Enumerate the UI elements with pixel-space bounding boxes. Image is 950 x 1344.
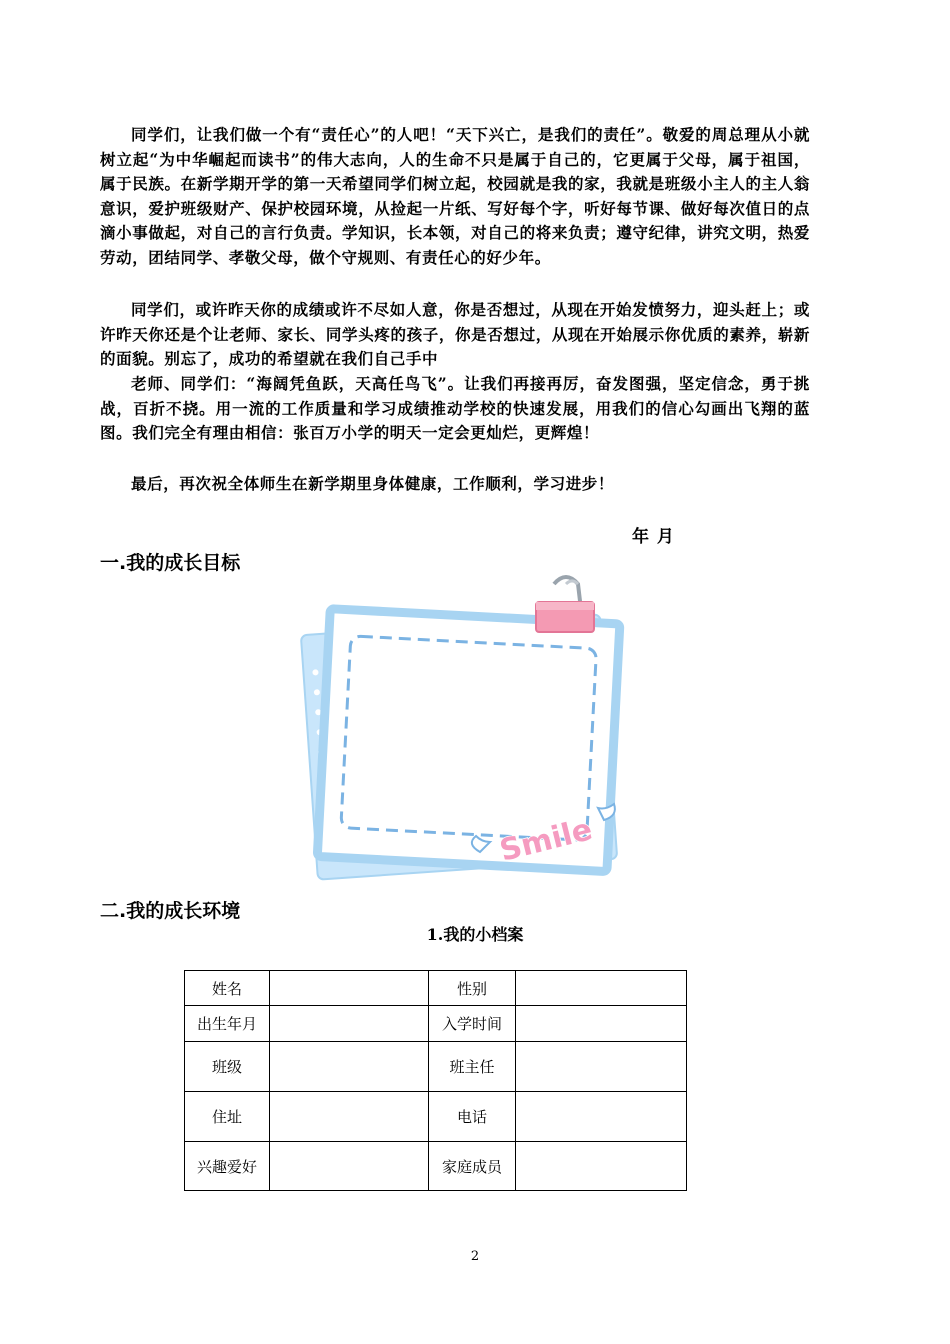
table-label-cell: 班级: [185, 1042, 270, 1092]
table-input-cell[interactable]: [516, 1142, 687, 1191]
table-label-cell: 班主任: [429, 1042, 516, 1092]
table-row: [185, 1006, 687, 1042]
table-input-cell[interactable]: [270, 971, 429, 1006]
table-label-cell: 入学时间: [429, 1006, 516, 1042]
table-label-cell: 家庭成员: [429, 1142, 516, 1191]
paragraph-encouragement: 老师、同学们：“海阔凭鱼跃，天高任鸟飞”。让我们再接再厉，奋发图强，坚定信念，勇于挑战，百折不挠。用一流的工作质量和学习成绩推动学校的快速发展，用我们的信心勾画出飞翔的蓝图。我们完全有理由相信：张百万小学的明天一定会更灿烂，更辉煌！: [100, 374, 810, 442]
personal-profile-table: [184, 970, 687, 1191]
table-label-cell: 电话: [429, 1092, 516, 1142]
table-input-cell[interactable]: [516, 1006, 687, 1042]
paragraph-closing-wishes: 最后，再次祝全体师生在新学期里身体健康，工作顺利，学习进步！: [131, 474, 615, 493]
binder-clip-icon: [536, 577, 594, 632]
table-label-cell: 性别: [429, 971, 516, 1006]
table-input-cell[interactable]: [270, 1042, 429, 1092]
table-label-cell: 出生年月: [185, 1006, 270, 1042]
page-number: 2: [470, 1249, 480, 1264]
table-row: [185, 1042, 687, 1092]
table-row: [185, 1092, 687, 1142]
table-input-cell[interactable]: [270, 1142, 429, 1191]
table-input-cell[interactable]: [270, 1092, 429, 1142]
subsection-heading-profile: 1.我的小档案: [426, 925, 524, 944]
table-row: [185, 971, 687, 1006]
section-heading-growth-environment: 二.我的成长环境: [100, 900, 241, 922]
table-input-cell[interactable]: [516, 1042, 687, 1092]
smile-badge-text: Smile: [496, 812, 596, 869]
paragraph-responsibility: 同学们，让我们做一个有“责任心”的人吧！“天下兴亡，是我们的责任”。敬爱的周总理从小就树立起“为中华崛起而读书”的伟大志向，人的生命不只是属于自己的，它更属于父母，属于祖国，属于民族。在新学期开学的第一天希望同学们树立起，校园就是我的家，我就是班级小主人的主人翁意识，爱护班级财产、保护校园环境，从捡起一片纸、写好每个字，听好每节课、做好每次值日的点滴小事做起，对自己的言行负责。学知识，长本领，对自己的将来负责；遵守纪律，讲究文明，热爱劳动，团结同学、孝敬父母，做个守规则、有责任心的好少年。: [100, 125, 810, 267]
paragraph-effort: 同学们，或许昨天你的成绩或许不尽如人意，你是否想过，从现在开始发愤努力，迎头赶上；或许昨天你还是个让老师、家长、同学头疼的孩子，你是否想过，从现在开始展示你优质的素养，崭新的面貌。别忘了，成功的希望就在我们自己手中: [100, 300, 810, 368]
note-frame-illustration: [298, 572, 634, 888]
table-label-cell: 姓名: [185, 971, 270, 1006]
table-label-cell: 兴趣爱好: [185, 1142, 270, 1191]
date-line: 年 月: [632, 527, 675, 547]
decorative-note-frame: [298, 572, 634, 888]
table-input-cell[interactable]: [516, 1092, 687, 1142]
table-input-cell[interactable]: [270, 1006, 429, 1042]
section-heading-growth-goals: 一.我的成长目标: [100, 552, 241, 574]
table-label-cell: 住址: [185, 1092, 270, 1142]
table-input-cell[interactable]: [516, 971, 687, 1006]
table-row: [185, 1142, 687, 1191]
